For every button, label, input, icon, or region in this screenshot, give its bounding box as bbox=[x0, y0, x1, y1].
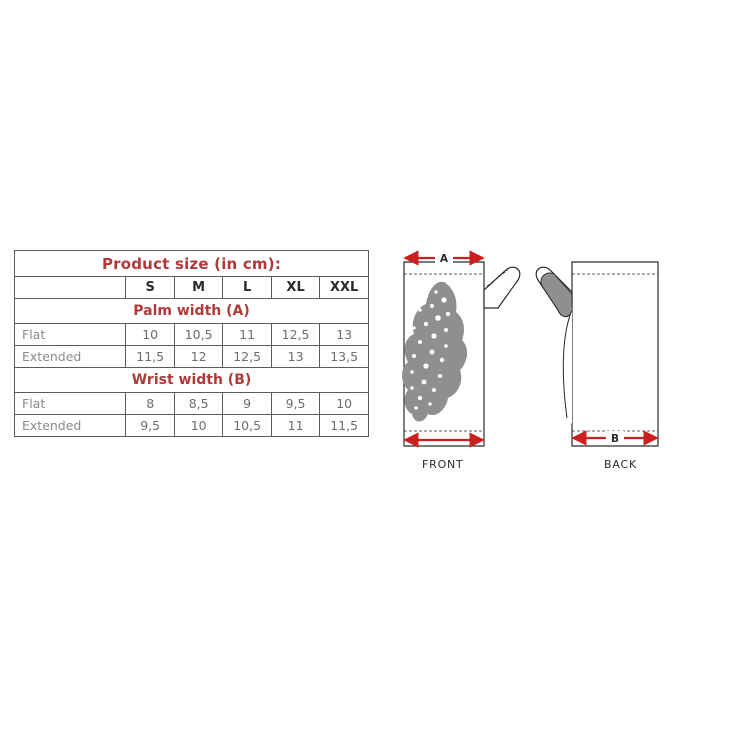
cell-palm-ext-m: 12 bbox=[174, 346, 222, 368]
header-blank-cell bbox=[15, 277, 126, 299]
header-size-l: L bbox=[223, 277, 271, 299]
section-title-wrist-width: Wrist width (B) bbox=[15, 368, 369, 393]
mitten-diagram bbox=[386, 248, 686, 473]
section-title-palm-width: Palm width (A) bbox=[15, 299, 369, 324]
front-view bbox=[402, 251, 520, 446]
section-title-row-palm bbox=[15, 299, 369, 324]
cell-palm-ext-xxl: 13,5 bbox=[320, 346, 369, 368]
back-caption: BACK bbox=[604, 458, 637, 471]
cell-wrist-flat-l: 9 bbox=[223, 393, 271, 415]
cell-wrist-flat-m: 8,5 bbox=[174, 393, 222, 415]
cell-wrist-flat-xxl: 10 bbox=[320, 393, 369, 415]
cell-wrist-ext-xl: 11 bbox=[271, 415, 319, 437]
cell-wrist-ext-xxl: 11,5 bbox=[320, 415, 369, 437]
row-label-palm-extended: Extended bbox=[15, 346, 126, 368]
table-title-row bbox=[15, 251, 369, 277]
cell-palm-ext-l: 12,5 bbox=[223, 346, 271, 368]
cell-palm-flat-m: 10,5 bbox=[174, 324, 222, 346]
cell-wrist-flat-xl: 9,5 bbox=[271, 393, 319, 415]
header-size-xl: XL bbox=[271, 277, 319, 299]
cell-palm-flat-l: 11 bbox=[223, 324, 271, 346]
header-size-xxl: XXL bbox=[320, 277, 369, 299]
measure-b-label: B bbox=[610, 433, 620, 445]
table-row bbox=[15, 393, 369, 415]
row-label-wrist-extended: Extended bbox=[15, 415, 126, 437]
cell-palm-flat-xxl: 13 bbox=[320, 324, 369, 346]
size-table bbox=[14, 250, 369, 437]
table-row bbox=[15, 415, 369, 437]
cell-wrist-ext-l: 10,5 bbox=[223, 415, 271, 437]
row-label-palm-flat: Flat bbox=[15, 324, 126, 346]
measure-a-label: A bbox=[439, 253, 449, 265]
table-row bbox=[15, 346, 369, 368]
header-size-s: S bbox=[126, 277, 174, 299]
back-view bbox=[536, 262, 658, 446]
section-title-row-wrist bbox=[15, 368, 369, 393]
header-size-m: M bbox=[174, 277, 222, 299]
cell-wrist-ext-s: 9,5 bbox=[126, 415, 174, 437]
cell-wrist-ext-m: 10 bbox=[174, 415, 222, 437]
cell-wrist-flat-s: 8 bbox=[126, 393, 174, 415]
table-header-row bbox=[15, 277, 369, 299]
back-thumb-panel bbox=[541, 273, 572, 317]
cell-palm-ext-s: 11,5 bbox=[126, 346, 174, 368]
back-body-outline bbox=[572, 262, 658, 446]
cell-palm-ext-xl: 13 bbox=[271, 346, 319, 368]
front-thumb-outline bbox=[484, 267, 520, 308]
cell-palm-flat-s: 10 bbox=[126, 324, 174, 346]
table-row bbox=[15, 324, 369, 346]
row-label-wrist-flat: Flat bbox=[15, 393, 126, 415]
table-title: Product size (in cm): bbox=[15, 251, 369, 277]
cell-palm-flat-xl: 12,5 bbox=[271, 324, 319, 346]
front-caption: FRONT bbox=[422, 458, 464, 471]
